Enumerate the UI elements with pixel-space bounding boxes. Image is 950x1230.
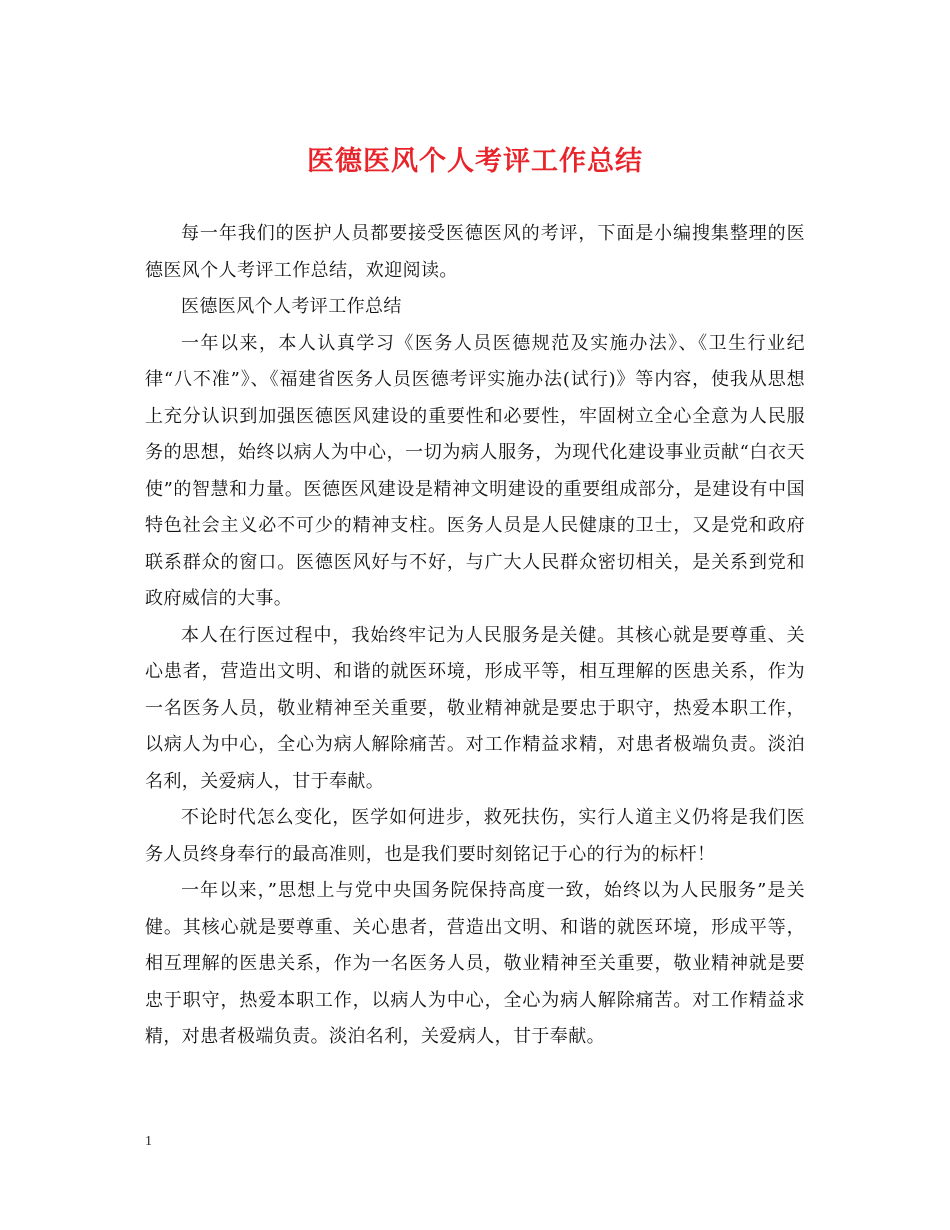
section-heading: 医德医风个人考评工作总结 xyxy=(181,296,402,317)
body-paragraph: 一年以来，”思想上与党中央国务院保持高度一致，始终以为人民服务”是关健。其核心就是要尊重、关心患者，营造出文明、和谐的就医环境，形成平等，相互理解的医患关系，作为一名医务人员，敬业精神至关重要，敬业精神就是要忠于职守，热爱本职工作，以病人为中心，全心为病人解除痛苦。对工作精益求精，对患者极端负责。淡泊名利，关爱病人，甘于奉献。 xyxy=(145,880,805,1047)
intro-paragraph: 每一年我们的医护人员都要接受医德医风的考评，下面是小编搜集整理的医德医风个人考评工作总结，欢迎阅读。 xyxy=(145,223,805,281)
body-paragraph: 本人在行医过程中，我始终牢记为人民服务是关健。其核心就是要尊重、关心患者，营造出文明、和谐的就医环境，形成平等，相互理解的医患关系，作为一名医务人员，敬业精神至关重要，敬业精神就是要忠于职守，热爱本职工作，以病人为中心，全心为病人解除痛苦。对工作精益求精，对患者极端负责。淡泊名利，关爱病人，甘于奉献。 xyxy=(145,624,805,792)
document-body xyxy=(145,216,805,1056)
document-title: 医德医风个人考评工作总结 xyxy=(307,146,643,177)
page-number: 1 xyxy=(145,1134,152,1149)
body-paragraph: 一年以来，本人认真学习《医务人员医德规范及实施办法》、《卫生行业纪律“八不准”》、《福建省医务人员医德考评实施办法(试行)》等内容，使我从思想上充分认识到加强医德医风建设的重要性和必要性，牢固树立全心全意为人民服务的思想，始终以病人为中心，一切为病人服务，为现代化建设事业贡献“白衣天使”的智慧和力量。医德医风建设是精神文明建设的重要组成部分，是建设有中国特色社会主义必不可少的精神支柱。医务人员是人民健康的卫士，又是党和政府联系群众的窗口。医德医风好与不好，与广大人民群众密切相关，是关系到党和政府威信的大事。 xyxy=(145,332,805,609)
body-paragraph: 不论时代怎么变化，医学如何进步，救死扶伤，实行人道主义仍将是我们医务人员终身奉行的最高准则，也是我们要时刻铭记于心的行为的标杆！ xyxy=(145,807,805,865)
